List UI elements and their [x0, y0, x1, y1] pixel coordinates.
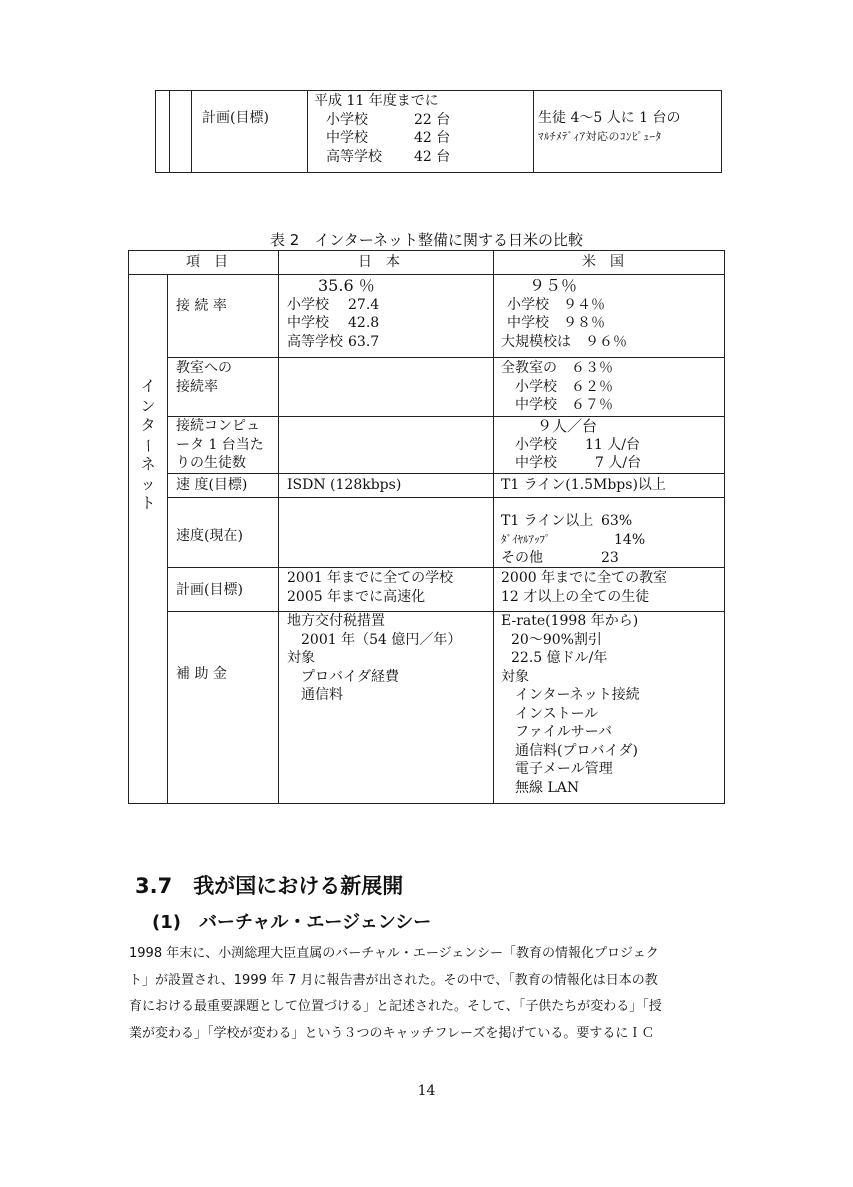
- table-row: 高等学校 42 台: [326, 148, 451, 165]
- row-label-plan: 計画(目標): [176, 582, 243, 598]
- table-row: 中学校 42.8: [287, 315, 380, 331]
- plan-row-label: 計画(目標): [202, 110, 269, 126]
- table-divider: [167, 473, 724, 474]
- table-row: 中学校 7 人/台: [515, 455, 642, 471]
- row-label-students-per-pc: 接続コンピュ ータ 1 台当た りの生徒数: [176, 418, 264, 471]
- table-divider: [191, 91, 192, 172]
- japan-connection-rate-cell: 35.6 ％ 小学校 27.4 中学校 42.8 高等学校 63.7: [287, 276, 380, 350]
- table-caption: 表 2 インターネット整備に関する日米の比較: [270, 231, 583, 249]
- page-number: 14: [417, 1083, 436, 1099]
- table-divider: [169, 91, 170, 172]
- row-label-connection-rate: 接 続 率: [176, 298, 227, 314]
- table-row: ﾀﾞｲﾔﾙｱｯﾌﾟ 14%: [501, 531, 646, 548]
- row-label-speed-target: 速 度(目標): [176, 477, 248, 493]
- row-label-speed-current: 速度(現在): [176, 528, 243, 544]
- table-divider: [278, 251, 279, 803]
- table-row: 小学校 22 台: [326, 111, 451, 128]
- row-label-classroom: 教室への 接続率: [176, 360, 232, 395]
- table-divider: [167, 274, 168, 803]
- japan-subsidy-cell: 地方交付税措置 2001 年（54 億円／年） 対象 プロバイダ経費 通信料: [287, 613, 462, 703]
- table-row: その他 23: [501, 550, 619, 566]
- table-divider: [167, 357, 724, 358]
- subsection-heading: (1) バーチャル・エージェンシー: [152, 912, 432, 933]
- header-us: 米 国: [582, 254, 624, 270]
- us-classroom-cell: 全教室の ６３％ 小学校 ６２％ 中学校 ６７％: [501, 360, 613, 413]
- us-plan-target-cell: 2000 年までに全ての教室 12 才以上の全ての生徒: [501, 570, 668, 605]
- section-heading: 3.7 我が国における新展開: [135, 874, 404, 898]
- comparison-table: [128, 250, 725, 804]
- us-speed-target: T1 ライン(1.5Mbps)以上: [501, 477, 666, 493]
- us-students-per-pc-cell: ９人／台 小学校 11 人/台 中学校 7 人/台: [501, 417, 641, 473]
- table-divider: [493, 251, 494, 803]
- body-paragraph: 1998 年末に、小渕総理大臣直属のバーチャル・エージェンシー「教育の情報化プロジェク ト」が設置され、1999 年 7 月に報告書が出された。その中で、「教育の情報化は日本の教 育における最重要課題として位置づける」と記述された。そして、「子供たちが変わる」「授 業が変わる」「学校が変わる」という３つのキャッチフレーズを掲げている。要するにＩＣ: [129, 946, 662, 1041]
- us-subsidy-cell: E-rate(1998 年から) 20～90%割引 22.5 億ドル/年 対象 インターネット接続 インストール ファイルサーバ 通信料(プロバイダ) 電子メール管理 無線 LAN: [501, 613, 640, 796]
- table-row: T1 ライン以上 63%: [501, 513, 633, 529]
- table-row: 小学校 11 人/台: [515, 436, 640, 453]
- table-row: 中学校 42 台: [326, 130, 451, 146]
- table-divider: [129, 274, 724, 275]
- table-row: 高等学校 63.7: [287, 333, 380, 350]
- table-row: 小学校 27.4: [287, 296, 380, 313]
- japan-plan-cell: [314, 92, 450, 166]
- table-divider: [533, 91, 534, 172]
- japan-plan-target-cell: 2001 年までに全ての学校 2005 年までに高速化: [287, 570, 454, 605]
- japan-speed-target: ISDN (128kbps): [287, 477, 402, 493]
- us-plan-cell: 生徒 4～5 人に 1 台の ﾏﾙﾁﾒﾃﾞｨｱ対応のｺﾝﾋﾟｭｰﾀ: [538, 110, 681, 143]
- row-label-subsidy: 補 助 金: [176, 666, 227, 682]
- header-japan: 日 本: [358, 254, 400, 270]
- us-speed-current-cell: [501, 512, 645, 568]
- japan-plan-heading: 平成 11 年度までに: [314, 93, 439, 109]
- table-divider: [167, 497, 724, 498]
- us-connection-rate-cell: ９５％ 小学校 ９４％ 中学校 ９８％ 大規模校は ９６％: [501, 276, 627, 350]
- internet-group-label: イ ン タ ー ネ ッ ト: [139, 377, 158, 512]
- table-divider: [307, 91, 308, 172]
- top-plan-table: [155, 90, 722, 173]
- header-item: 項 目: [186, 254, 228, 270]
